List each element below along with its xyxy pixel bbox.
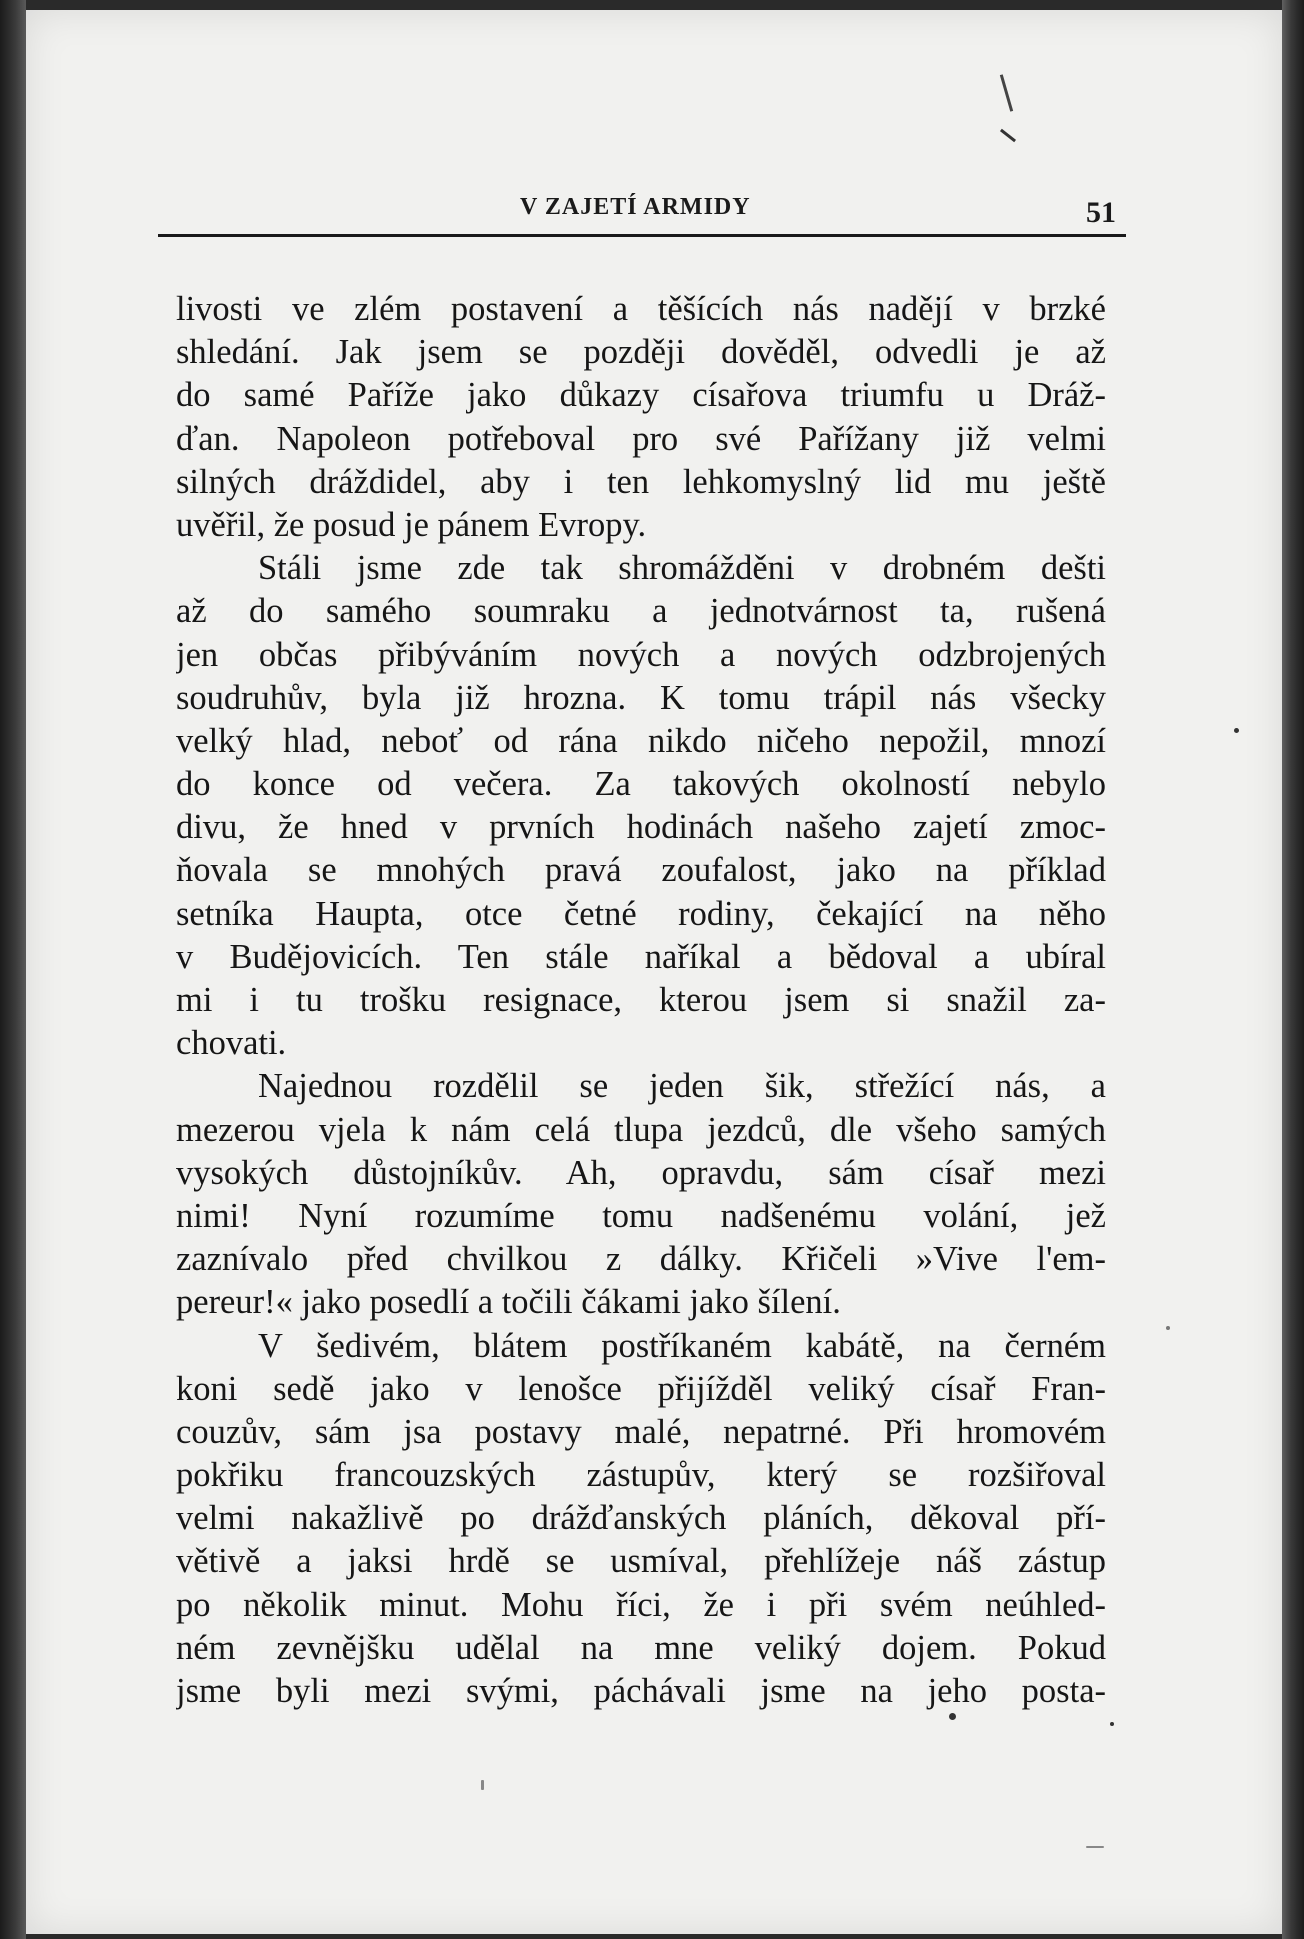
- text-line: uvěřil, že posud je pánem Evropy.: [176, 505, 647, 544]
- page-number: 51: [1086, 196, 1116, 229]
- text-line: velmi nakažlivě po drážďanských pláních, děkoval pří-: [176, 1499, 1106, 1538]
- text-line: Najednou rozdělil se jeden šik, střežící nás, a: [258, 1067, 1106, 1106]
- text-line: koni sedě jako v lenošce přijížděl veliký císař Fran-: [176, 1369, 1106, 1408]
- ink-speck: [1110, 1722, 1114, 1726]
- text-line: setníka Haupta, otce četné rodiny, čekající na něho: [176, 894, 1106, 933]
- text-line: V šedivém, blátem postříkaném kabátě, na černém: [258, 1326, 1106, 1365]
- text-line: pokřiku francouzských zástupův, který se rozšiřoval: [176, 1456, 1106, 1495]
- ink-speck: [1086, 1846, 1104, 1848]
- text-line: velký hlad, neboť od rána nikdo ničeho nepožil, mnozí: [176, 721, 1106, 760]
- ink-speck: [1234, 728, 1239, 733]
- text-line: mezerou vjela k nám celá tlupa jezdců, dle všeho samých: [176, 1110, 1106, 1149]
- text-line: až do samého soumraku a jednotvárnost ta, rušená: [176, 592, 1106, 631]
- text-line: chovati.: [176, 1024, 287, 1063]
- running-head: V ZAJETÍ ARMIDY: [520, 194, 751, 220]
- text-line: pereur!« jako posedlí a točili čákami jako šílení.: [176, 1283, 841, 1322]
- book-page: [26, 10, 1282, 1934]
- text-line: shledání. Jak jsem se později dověděl, odvedli je až: [176, 333, 1106, 372]
- scan-edge-right: [1282, 0, 1304, 1939]
- text-line: jsme byli mezi svými, páchávali jsme na jeho posta-: [176, 1672, 1106, 1710]
- text-line: couzův, sám jsa postavy malé, nepatrné. Při hromovém: [176, 1412, 1106, 1451]
- ink-mark: [1000, 74, 1013, 111]
- text-line: vysokých důstojníkův. Ah, opravdu, sám císař mezi: [176, 1153, 1106, 1192]
- body-text: [176, 288, 1106, 1713]
- text-line: do samé Paříže jako důkazy císařova triumfu u Dráž-: [176, 376, 1106, 415]
- page-header: [158, 180, 1128, 238]
- text-line: větivě a jaksi hrdě se usmíval, přehlížeje náš zástup: [176, 1542, 1106, 1581]
- text-line: Stáli jsme zde tak shromážděni v drobném dešti: [258, 549, 1106, 588]
- text-line: zaznívalo před chvilkou z dálky. Křičeli »Vive l'em-: [176, 1240, 1106, 1279]
- header-rule: [158, 234, 1126, 237]
- text-line: silných dráždidel, aby i ten lehkomyslný lid mu ještě: [176, 462, 1106, 501]
- text-line: v Budějovicích. Ten stále naříkal a bědoval a ubíral: [176, 937, 1106, 976]
- text-line: jen občas přibýváním nových a nových odzbrojených: [176, 635, 1106, 674]
- text-line: po několik minut. Mohu říci, že i při svém neúhled-: [176, 1585, 1106, 1624]
- text-line: livosti ve zlém postavení a těšících nás nadějí v brzké: [176, 290, 1106, 328]
- text-line: divu, že hned v prvních hodinách našeho zajetí zmoc-: [176, 808, 1106, 847]
- text-line: nimi! Nyní rozumíme tomu nadšenému volání, jež: [176, 1196, 1106, 1235]
- ink-speck: [481, 1780, 484, 1790]
- text-line: ném zevnějšku udělal na mne veliký dojem. Pokud: [176, 1628, 1106, 1667]
- ink-speck: [949, 1713, 956, 1720]
- ink-mark: [1000, 129, 1016, 142]
- text-line: soudruhův, byla již hrozna. K tomu trápil nás všecky: [176, 678, 1106, 717]
- ink-speck: [1166, 1326, 1170, 1330]
- scan-edge-left: [0, 0, 26, 1939]
- text-line: ďan. Napoleon potřeboval pro své Pařížany již velmi: [176, 419, 1106, 458]
- text-line: do konce od večera. Za takových okolností nebylo: [176, 765, 1106, 804]
- text-line: ňovala se mnohých pravá zoufalost, jako na příklad: [176, 851, 1106, 890]
- text-line: mi i tu trošku resignace, kterou jsem si snažil za-: [176, 981, 1106, 1019]
